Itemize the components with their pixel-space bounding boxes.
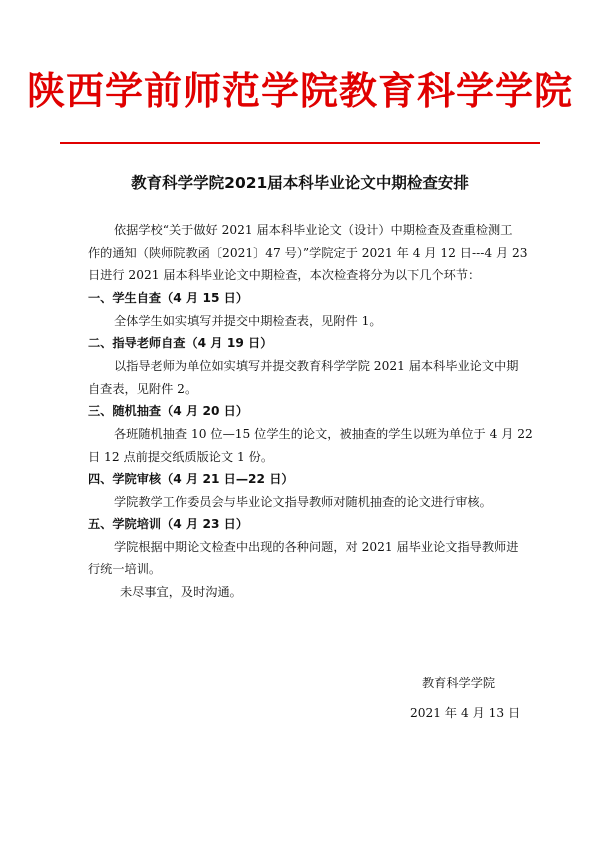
section-5-line-2: 行统一培训。	[88, 562, 162, 576]
header-divider	[60, 142, 540, 144]
section-3-line-1: 各班随机抽查 10 位—15 位学生的论文，被抽查的学生以班为单位于 4 月 22	[114, 427, 533, 441]
section-2-line-1: 以指导老师为单位如实填写并提交教育科学学院 2021 届本科毕业论文中期	[114, 359, 519, 373]
section-heading-5: 五、学院培训（4 月 23 日）	[88, 517, 249, 531]
intro-line-2: 作的通知（陕师院教函〔2021〕47 号）”学院定于 2021 年 4 月 12 日---4 月 23	[88, 246, 528, 260]
closing-note: 未尽事宜，及时沟通。	[120, 585, 242, 599]
signature-org: 教育科学学院	[422, 676, 496, 690]
section-heading-2: 二、指导老师自查（4 月 19 日）	[88, 336, 273, 350]
section-heading-4: 四、学院审核（4 月 21 日—22 日）	[88, 472, 294, 486]
section-heading-1: 一、学生自查（4 月 15 日）	[88, 291, 249, 305]
section-1-line-1: 全体学生如实填写并提交中期检查表，见附件 1。	[114, 314, 382, 328]
section-4-line-1: 学院教学工作委员会与毕业论文指导教师对随机抽查的论文进行审核。	[114, 495, 492, 509]
signature-date: 2021 年 4 月 13 日	[410, 706, 521, 720]
section-5-line-1: 学院根据中期论文检查中出现的各种问题，对 2021 届毕业论文指导教师进	[114, 540, 519, 554]
intro-line-1: 依据学校“关于做好 2021 届本科毕业论文（设计）中期检查及查重检测工	[114, 223, 513, 237]
document-title: 教育科学学院2021届本科毕业论文中期检查安排	[131, 174, 469, 192]
section-2-line-2: 自查表，见附件 2。	[88, 382, 198, 396]
section-heading-3: 三、随机抽查（4 月 20 日）	[88, 404, 249, 418]
intro-line-3: 日进行 2021 届本科毕业论文中期检查，本次检查将分为以下几个环节：	[88, 268, 481, 282]
institution-header: 陕西学前师范学院教育科学学院	[26, 68, 573, 113]
section-3-line-2: 日 12 点前提交纸质版论文 1 份。	[88, 450, 274, 464]
